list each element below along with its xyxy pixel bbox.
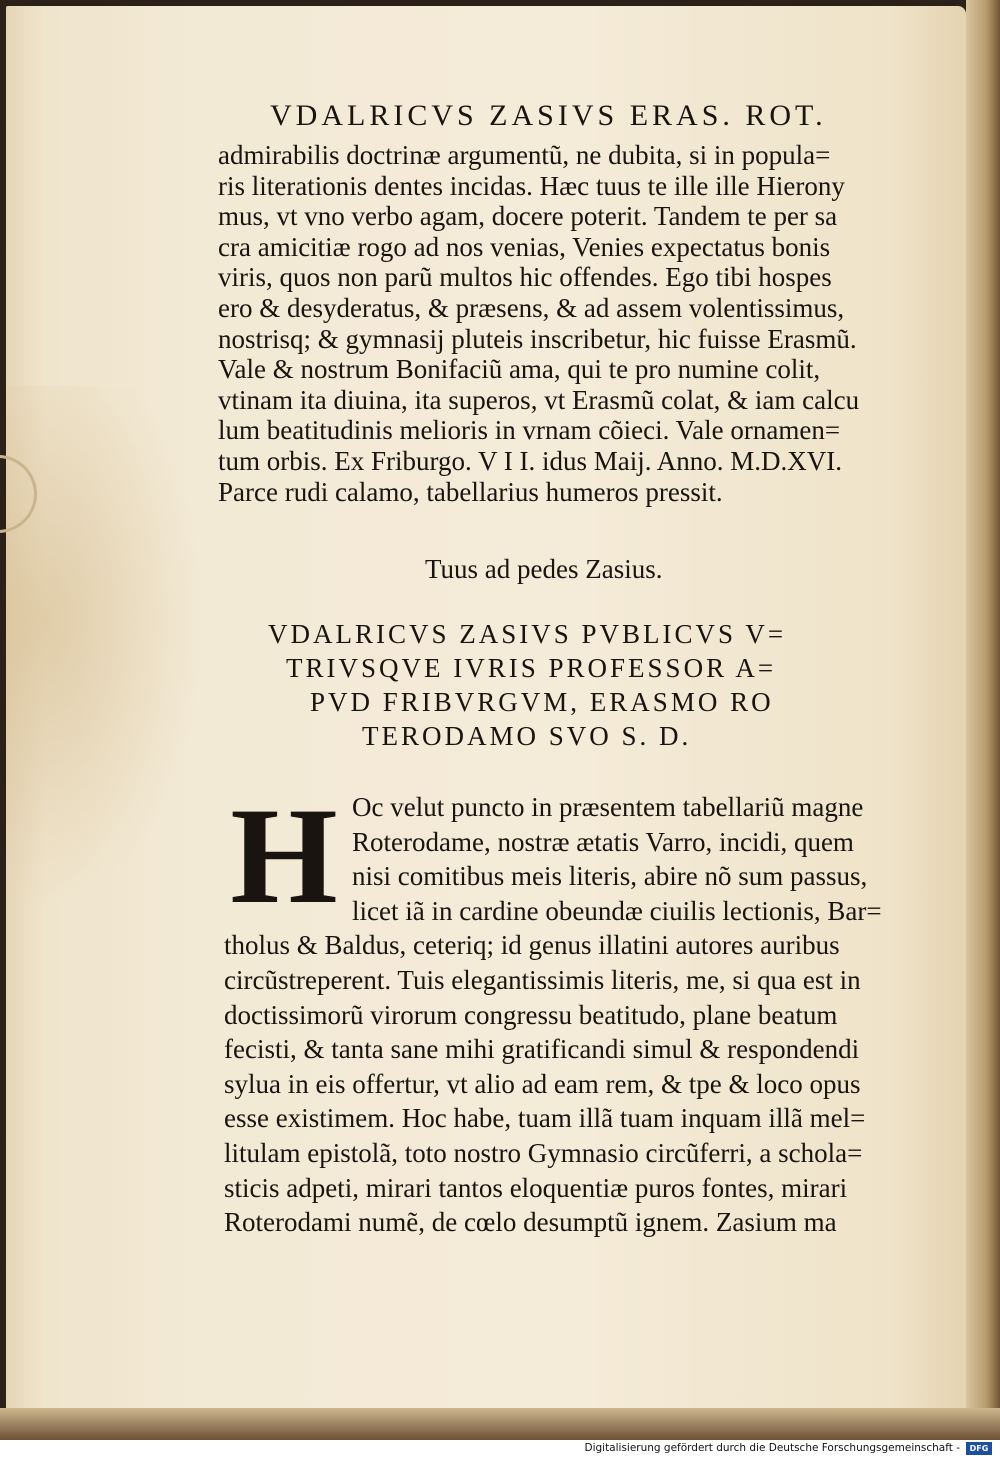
drop-cap-initial: H xyxy=(230,779,338,932)
water-stain xyxy=(6,386,206,906)
text-line: litulam epistolã, toto nostro Gymnasio circũferri, a schola= xyxy=(224,1137,863,1168)
title-line: PVD FRIBVRGVM, ERASMO RO xyxy=(310,687,774,717)
text-line: sticis adpeti, mirari tantos eloquentiæ puros fontes, mirari xyxy=(224,1172,848,1203)
text-line: doctissimorũ virorum congressu beatitudo, plane beatum xyxy=(224,999,838,1030)
title-line: TRIVSQVE IVRIS PROFESSOR A= xyxy=(286,653,777,683)
text-line: fecisti, & tanta sane mihi gratificandi simul & respondendi xyxy=(224,1034,860,1065)
text-line: nisi comitibus meis literis, abire nõ sum passus, xyxy=(352,861,868,892)
letter-body-text xyxy=(224,779,944,1240)
title-line: TERODAMO SVO S. D. xyxy=(362,721,692,751)
title-line: VDALRICVS ZASIVS PVBLICVS V= xyxy=(268,619,787,649)
text-line: licet iã in cardine obeundæ ciuilis lectionis, Bar= xyxy=(352,895,882,926)
book-bottom-edge xyxy=(0,1408,1000,1440)
letter-end-text xyxy=(218,140,938,507)
text-line: tum orbis. Ex Friburgo. V I I. idus Maij. Anno. M.D.XVI. xyxy=(218,445,843,476)
text-line: Roterodami numẽ, de cœlo desumptũ ignem. Zasium ma xyxy=(224,1207,837,1238)
text-line: viris, quos non parũ multos hic offendes. Ego tibi hospes xyxy=(218,262,832,293)
book-fore-edge xyxy=(966,0,1000,1440)
text-line: esse existimem. Hoc habe, tuam illã tuam inquam illã mel= xyxy=(224,1103,866,1134)
text-line: Vale & nostrum Bonifaciũ ama, qui te pro numine colit, xyxy=(218,354,821,385)
text-line: cra amicitiæ rogo ad nos venias, Venies expectatus bonis xyxy=(218,231,831,262)
footer-bar xyxy=(0,1440,1000,1458)
text-line: ris literationis dentes incidas. Hæc tuus te ille ille Hierony xyxy=(218,170,845,201)
text-line: Parce rudi calamo, tabellarius humeros pressit. xyxy=(218,476,723,507)
funding-credit: Digitalisierung gefördert durch die Deutsche Forschungsgemeinschaft - xyxy=(584,1442,960,1454)
text-line: Oc velut puncto in præsentem tabellariũ magne xyxy=(352,792,864,822)
text-line: tholus & Baldus, ceteriq; id genus illatini autores auribus xyxy=(224,930,840,961)
running-head: VDALRICVS ZASIVS ERAS. ROT. xyxy=(270,99,827,132)
text-line: mus, vt vno verbo agam, docere poterit. Tandem te per sa xyxy=(218,201,838,232)
text-line: Roterodame, nostræ ætatis Varro, incidi, quem xyxy=(352,826,854,857)
signature: Tuus ad pedes Zasius. xyxy=(425,554,663,584)
text-line: ero & desyderatus, & præsens, & ad assem volentissimus, xyxy=(218,292,845,323)
text-line: nostrisq; & gymnasij pluteis inscribetur, hic fuisse Erasmũ. xyxy=(218,323,857,354)
letter-title xyxy=(260,617,940,753)
text-line: circũstreperent. Tuis elegantissimis literis, me, si qua est in xyxy=(224,964,861,995)
text-line: lum beatitudinis melioris in vrnam cõieci. Vale ornamen= xyxy=(218,415,841,446)
text-line: vtinam ita diuina, ita superos, vt Erasmũ colat, & iam calcu xyxy=(218,384,860,415)
dfg-logo: DFG xyxy=(966,1442,992,1455)
text-line: admirabilis doctrinæ argumentũ, ne dubita, si in popula= xyxy=(218,140,831,170)
text-line: sylua in eis offertur, vt alio ad eam rem, & tpe & loco opus xyxy=(224,1068,861,1099)
